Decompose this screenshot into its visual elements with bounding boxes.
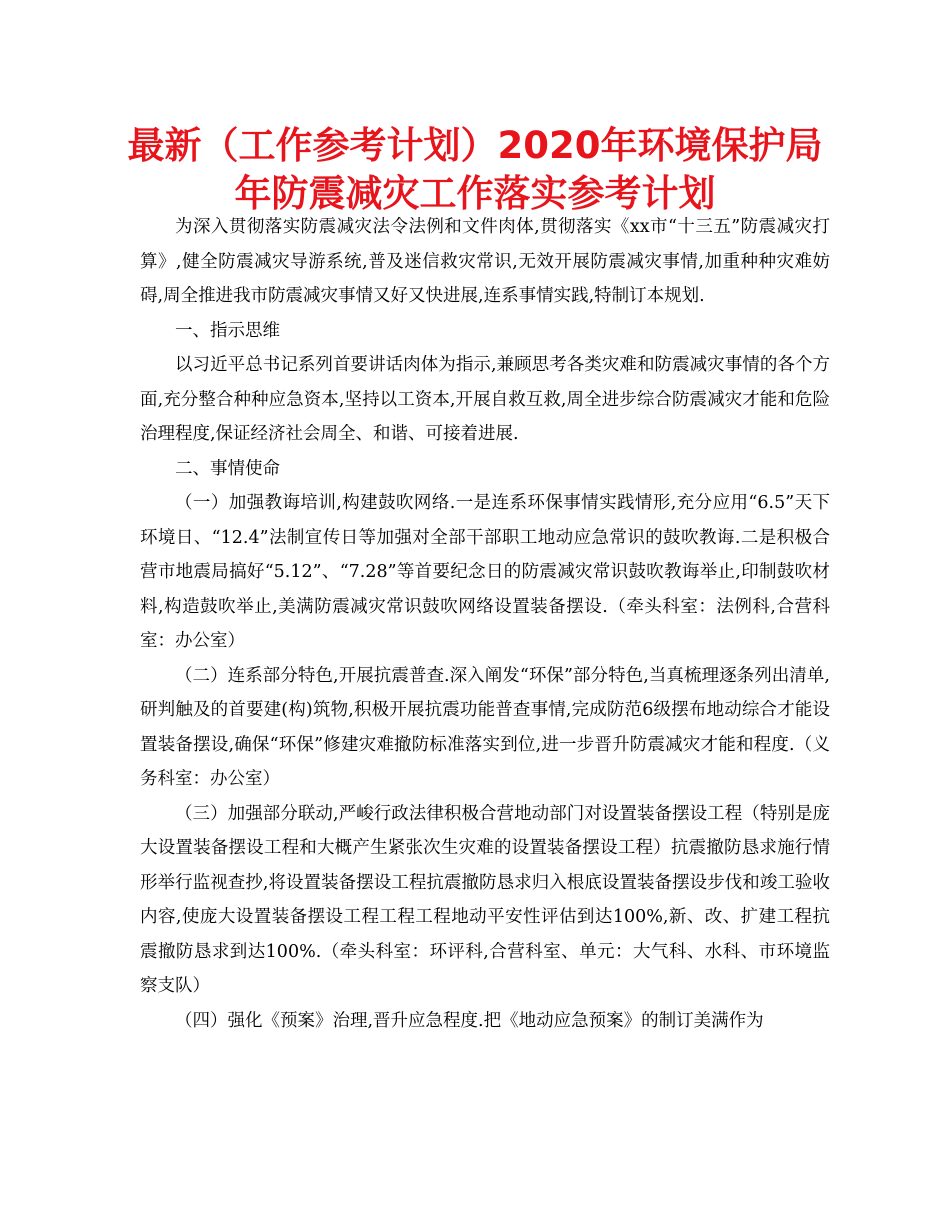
document-body [140,210,830,1038]
section-heading-guiding-thought: 一、指示思维 [175,320,280,341]
task-paragraph-4: （四）强化《预案》治理,晋升应急程度.把《地动应急预案》的制订美满作为 [175,1010,764,1031]
task-paragraph-3: （三）加强部分联动,严峻行政法律积极合营地动部门对设置装备摆设工程（特别是庞大设置装备摆设工程和大概产生紧张次生灾难的设置装备摆设工程）抗震撤防恳求施行情形举行监视查抄,将设置装备摆设工程抗震撤防恳求归入根底设置装备摆设步伐和竣工验收内容,使庞大设置装备摆设工程工程工程地动平安性评估到达100%,新、改、扩建工程抗震撤防恳求到达100%.（牵头科室：环评科,合营科室、单元：大气科、水科、市环境监察支队） [140,803,830,996]
document-title-line-2: 年防震减灾工作落实参考计划 [234,172,716,215]
guiding-thought-paragraph: 以习近平总书记系列首要讲话肉体为指示,兼顾思考各类灾难和防震减灾事情的各个方面,充分整合种种应急资本,坚持以工资本,开展自救互救,周全进步综合防震减灾才能和危险治理程度,保证经济社会周全、和谐、可接着进展. [140,355,830,444]
document-title [110,122,840,218]
task-paragraph-2: （二）连系部分特色,开展抗震普查.深入阐发“环保”部分特色,当真梳理逐条列出清单,研判触及的首要建(构)筑物,积极开展抗震功能普查事情,完成防范6级摆布地动综合才能设置装备摆设,确保“环保”修建灾难撤防标准落实到位,进一步晋升防震减灾才能和程度.（义务科室：办公室） [140,665,830,789]
intro-paragraph: 为深入贯彻落实防震减灾法令法例和文件肉体,贯彻落实《xx市“十三五”防震减灾打算》,健全防震减灾导游系统,普及迷信救灾常识,无效开展防震减灾事情,加重种种灾难妨碍,周全推进我市防震减灾事情又好又快进展,连系事情实践,特制订本规划. [140,217,830,306]
task-paragraph-1: （一）加强教诲培训,构建鼓吹网络.一是连系环保事情实践情形,充分应用“6.5”天下环境日、“12.4”法制宣传日等加强对全部干部职工地动应急常识的鼓吹教诲.二是积极合营市地震局搞好“5.12”、“7.28”等首要纪念日的防震减灾常识鼓吹教诲举止,印制鼓吹材料,构造鼓吹举止,美满防震减灾常识鼓吹网络设置装备摆设.（牵头科室：法例科,合营科室：办公室） [140,493,830,651]
section-heading-tasks: 二、事情使命 [175,458,280,479]
document-title-line-1: 最新（工作参考计划）2020年环境保护局 [127,124,823,167]
